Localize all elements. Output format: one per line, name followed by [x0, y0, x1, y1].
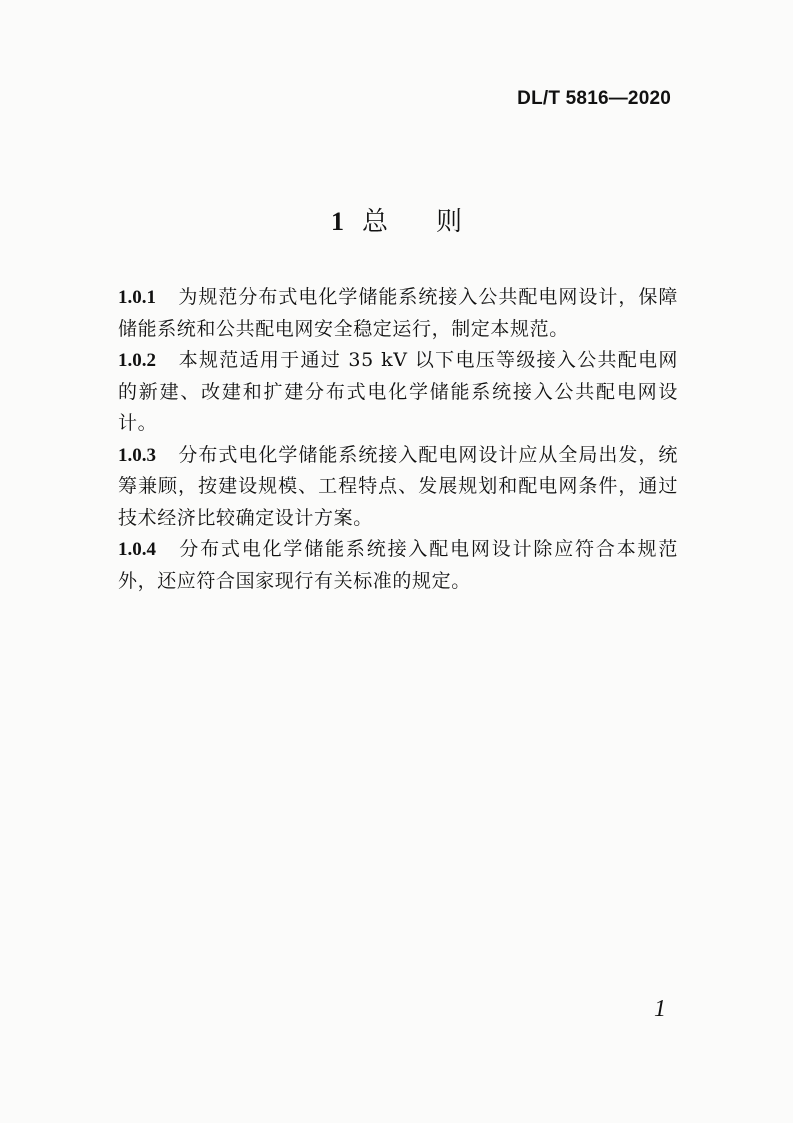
chapter-number: 1 — [330, 207, 344, 236]
clause-1-0-4 — [118, 534, 678, 597]
chapter-title — [0, 204, 793, 240]
clause-number: 1.0.1 — [118, 287, 156, 308]
clause-number: 1.0.4 — [118, 539, 156, 560]
page-number: 1 — [654, 996, 666, 1022]
clause-list — [118, 282, 678, 597]
clause-number: 1.0.2 — [118, 350, 156, 371]
clause-text: 本规范适用于通过 35 kV 以下电压等级接入公共配电网的新建、改建和扩建分布式电化学储能系统接入公共配电网设计。 — [118, 349, 678, 434]
clause-1-0-1 — [118, 282, 678, 345]
chapter-title-char-1: 总 — [361, 207, 388, 237]
chapter-title-char-2: 则 — [436, 207, 463, 237]
clause-number: 1.0.3 — [118, 444, 156, 466]
clause-1-0-3 — [118, 440, 678, 535]
standard-code: DL/T 5816—2020 — [517, 88, 671, 109]
clause-text: 分布式电化学储能系统接入配电网设计除应符合本规范外，还应符合国家现行有关标准的规定。 — [118, 538, 678, 592]
clause-1-0-2 — [118, 345, 678, 440]
clause-text: 为规范分布式电化学储能系统接入公共配电网设计，保障储能系统和公共配电网安全稳定运行，制定本规范。 — [118, 286, 678, 340]
clause-text: 分布式电化学储能系统接入配电网设计应从全局出发，统筹兼顾，按建设规模、工程特点、发展规划和配电网条件，通过技术经济比较确定设计方案。 — [118, 443, 678, 529]
